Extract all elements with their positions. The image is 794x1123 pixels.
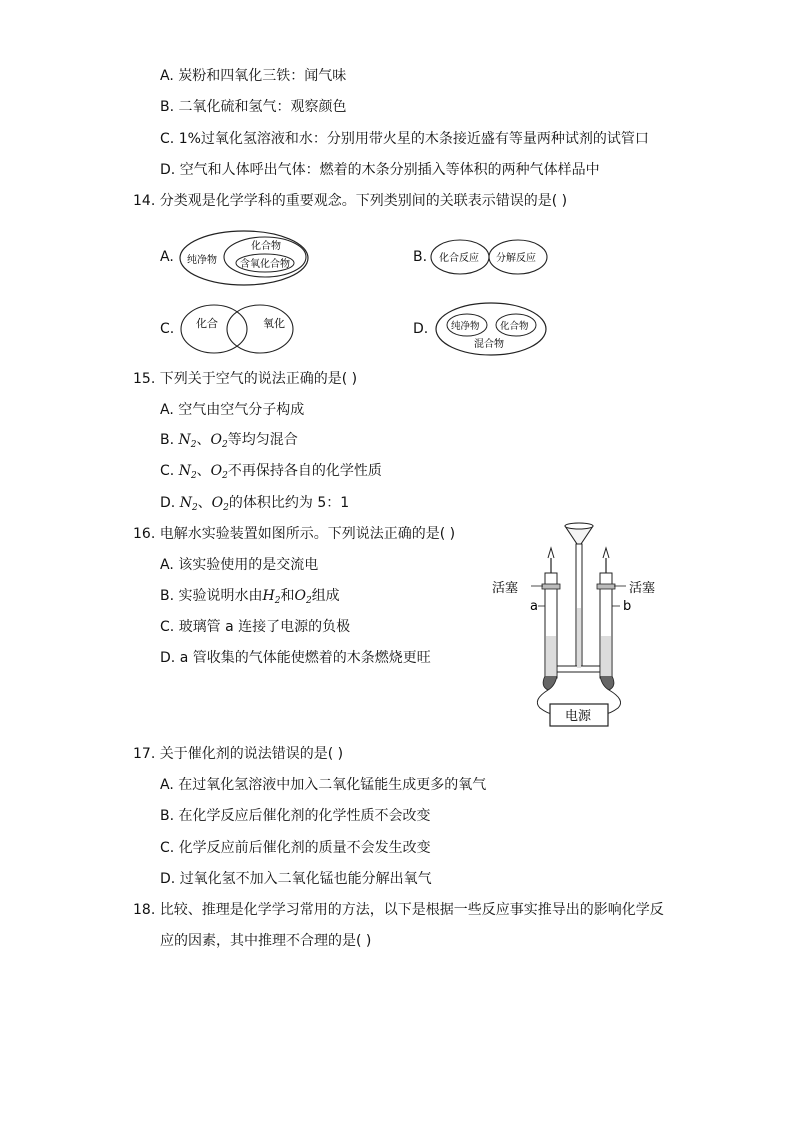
option-text: 等均匀混合 bbox=[227, 432, 298, 448]
option-letter: C. bbox=[160, 131, 175, 147]
q18-stem-line-2 bbox=[160, 932, 371, 950]
q14-stem bbox=[133, 192, 567, 210]
label-pure-substance: 纯净物 bbox=[187, 255, 217, 266]
label-oxidation: 氧化 bbox=[263, 317, 285, 330]
q18-stem-line-1 bbox=[133, 901, 664, 919]
option-letter: A. bbox=[160, 402, 174, 418]
option-text: 玻璃管 a 连接了电源的负极 bbox=[178, 619, 351, 635]
option-letter: B. bbox=[160, 99, 175, 115]
question-number: 14. bbox=[133, 193, 156, 209]
option-text: 在过氧化氢溶液中加入二氧化锰能生成更多的氧气 bbox=[178, 777, 487, 793]
separator: 、 bbox=[196, 463, 211, 479]
q16-option-a[interactable] bbox=[160, 556, 318, 574]
label-valve-left: 活塞 bbox=[492, 581, 519, 596]
q15-stem bbox=[133, 370, 357, 388]
question-text: 分类观是化学学科的重要观念。下列类别间的关联表示错误的是( ) bbox=[159, 193, 568, 209]
q14-option-a-letter[interactable]: A. bbox=[160, 249, 174, 265]
q16-option-c[interactable] bbox=[160, 618, 350, 636]
question-number: 16. bbox=[133, 526, 156, 542]
label-tube-b: b bbox=[623, 599, 632, 614]
formula-o2: $O_2$ bbox=[210, 432, 228, 450]
formula-n2: $N_2$ bbox=[178, 463, 197, 481]
option-letter: C. bbox=[160, 463, 175, 479]
q15-option-d[interactable] bbox=[160, 494, 349, 517]
option-letter: D. bbox=[160, 495, 176, 511]
option-letter: C. bbox=[160, 619, 175, 635]
q15-option-b[interactable] bbox=[160, 431, 298, 454]
option-text: 实验说明水由 bbox=[178, 588, 263, 604]
q17-option-d[interactable] bbox=[160, 870, 432, 888]
question-number: 17. bbox=[133, 746, 156, 762]
label-combination-reaction: 化合反应 bbox=[439, 253, 479, 264]
question-text: 关于催化剂的说法错误的是( ) bbox=[159, 746, 344, 762]
label-oxygen-compound: 含氧化合物 bbox=[240, 259, 290, 270]
question-text: 电解水实验装置如图所示。下列说法正确的是( ) bbox=[159, 526, 456, 542]
label-pure-substance: 纯净物 bbox=[451, 321, 480, 332]
q15-option-c[interactable] bbox=[160, 462, 382, 485]
option-letter: B. bbox=[160, 588, 175, 604]
question-text: 比较、推理是化学学习常用的方法，以下是根据一些反应事实推导出的影响化学反 bbox=[159, 902, 664, 918]
separator: 、 bbox=[197, 495, 212, 511]
valve-right-icon bbox=[597, 584, 615, 589]
option-letter: D. bbox=[160, 162, 176, 178]
q16-stem bbox=[133, 525, 455, 543]
label-decomposition-reaction: 分解反应 bbox=[496, 253, 536, 264]
label-combination: 化合 bbox=[196, 317, 218, 330]
electrode-right-icon bbox=[600, 676, 614, 690]
option-letter: A. bbox=[160, 557, 174, 573]
q14-option-d-letter[interactable]: D. bbox=[413, 321, 429, 337]
q17-option-b[interactable] bbox=[160, 807, 431, 825]
q16-option-d[interactable] bbox=[160, 649, 431, 667]
option-text: 空气由空气分子构成 bbox=[178, 402, 305, 418]
option-letter: B. bbox=[160, 432, 175, 448]
option-text: 空气和人体呼出气体：燃着的木条分别插入等体积的两种气体样品中 bbox=[179, 162, 600, 178]
q13-option-c[interactable] bbox=[160, 130, 649, 148]
option-text: 的体积比约为 5：1 bbox=[228, 495, 350, 511]
option-letter: A. bbox=[160, 777, 174, 793]
question-text: 下列关于空气的说法正确的是( ) bbox=[159, 371, 358, 387]
label-power: 电源 bbox=[565, 709, 592, 724]
label-compound: 化合物 bbox=[251, 241, 281, 252]
option-text: 炭粉和四氧化三铁：闻气味 bbox=[178, 68, 347, 84]
formula-n2: $N_2$ bbox=[179, 495, 198, 513]
question-number: 15. bbox=[133, 371, 156, 387]
option-letter: D. bbox=[160, 871, 176, 887]
q14-option-a-diagram[interactable] bbox=[176, 228, 316, 288]
formula-n2: $N_2$ bbox=[178, 432, 197, 450]
option-letter: C. bbox=[160, 840, 175, 856]
q14-option-c-letter[interactable]: C. bbox=[160, 321, 175, 337]
option-letter: B. bbox=[160, 808, 175, 824]
q14-option-b-diagram[interactable] bbox=[430, 237, 552, 277]
q17-stem bbox=[133, 745, 343, 763]
q16-option-b[interactable] bbox=[160, 587, 340, 610]
q17-option-c[interactable] bbox=[160, 839, 431, 857]
q13-option-a[interactable] bbox=[160, 67, 346, 85]
q13-option-b[interactable] bbox=[160, 98, 347, 116]
question-text: 应的因素，其中推理不合理的是( ) bbox=[160, 933, 372, 949]
separator: 和 bbox=[280, 588, 295, 604]
option-text: 不再保持各自的化学性质 bbox=[227, 463, 382, 479]
option-text: 化学反应前后催化剂的质量不会发生改变 bbox=[178, 840, 431, 856]
question-number: 18. bbox=[133, 902, 156, 918]
option-text: 在化学反应后催化剂的化学性质不会改变 bbox=[178, 808, 431, 824]
option-text: 二氧化硫和氢气：观察颜色 bbox=[178, 99, 347, 115]
q13-option-d[interactable] bbox=[160, 161, 600, 179]
electrolysis-apparatus-figure bbox=[488, 518, 664, 732]
q14-option-c-diagram[interactable] bbox=[176, 302, 302, 358]
formula-o2: $O_2$ bbox=[210, 463, 228, 481]
q15-option-a[interactable] bbox=[160, 401, 304, 419]
option-text: a 管收集的气体能使燃着的木条燃烧更旺 bbox=[179, 650, 431, 666]
label-valve-right: 活塞 bbox=[629, 581, 656, 596]
option-letter: A. bbox=[160, 68, 174, 84]
option-text: 组成 bbox=[311, 588, 340, 604]
option-text: 过氧化氢不加入二氧化锰也能分解出氧气 bbox=[179, 871, 432, 887]
electrode-left-icon bbox=[543, 676, 557, 690]
q14-option-d-diagram[interactable] bbox=[434, 300, 550, 358]
option-letter: D. bbox=[160, 650, 176, 666]
formula-o2: $O_2$ bbox=[211, 495, 229, 513]
separator: 、 bbox=[196, 432, 211, 448]
option-text: 1%过氧化氢溶液和水：分别用带火星的木条接近盛有等量两种试剂的试管口 bbox=[178, 131, 649, 147]
formula-h2: $H_2$ bbox=[262, 588, 281, 606]
formula-o2: $O_2$ bbox=[294, 588, 312, 606]
label-tube-a: a bbox=[530, 599, 538, 614]
q14-option-b-letter[interactable]: B. bbox=[413, 249, 428, 265]
q17-option-a[interactable] bbox=[160, 776, 486, 794]
label-compound: 化合物 bbox=[500, 321, 529, 332]
valve-left-icon bbox=[542, 584, 560, 589]
option-text: 该实验使用的是交流电 bbox=[178, 557, 319, 573]
label-mixture: 混合物 bbox=[474, 339, 504, 350]
